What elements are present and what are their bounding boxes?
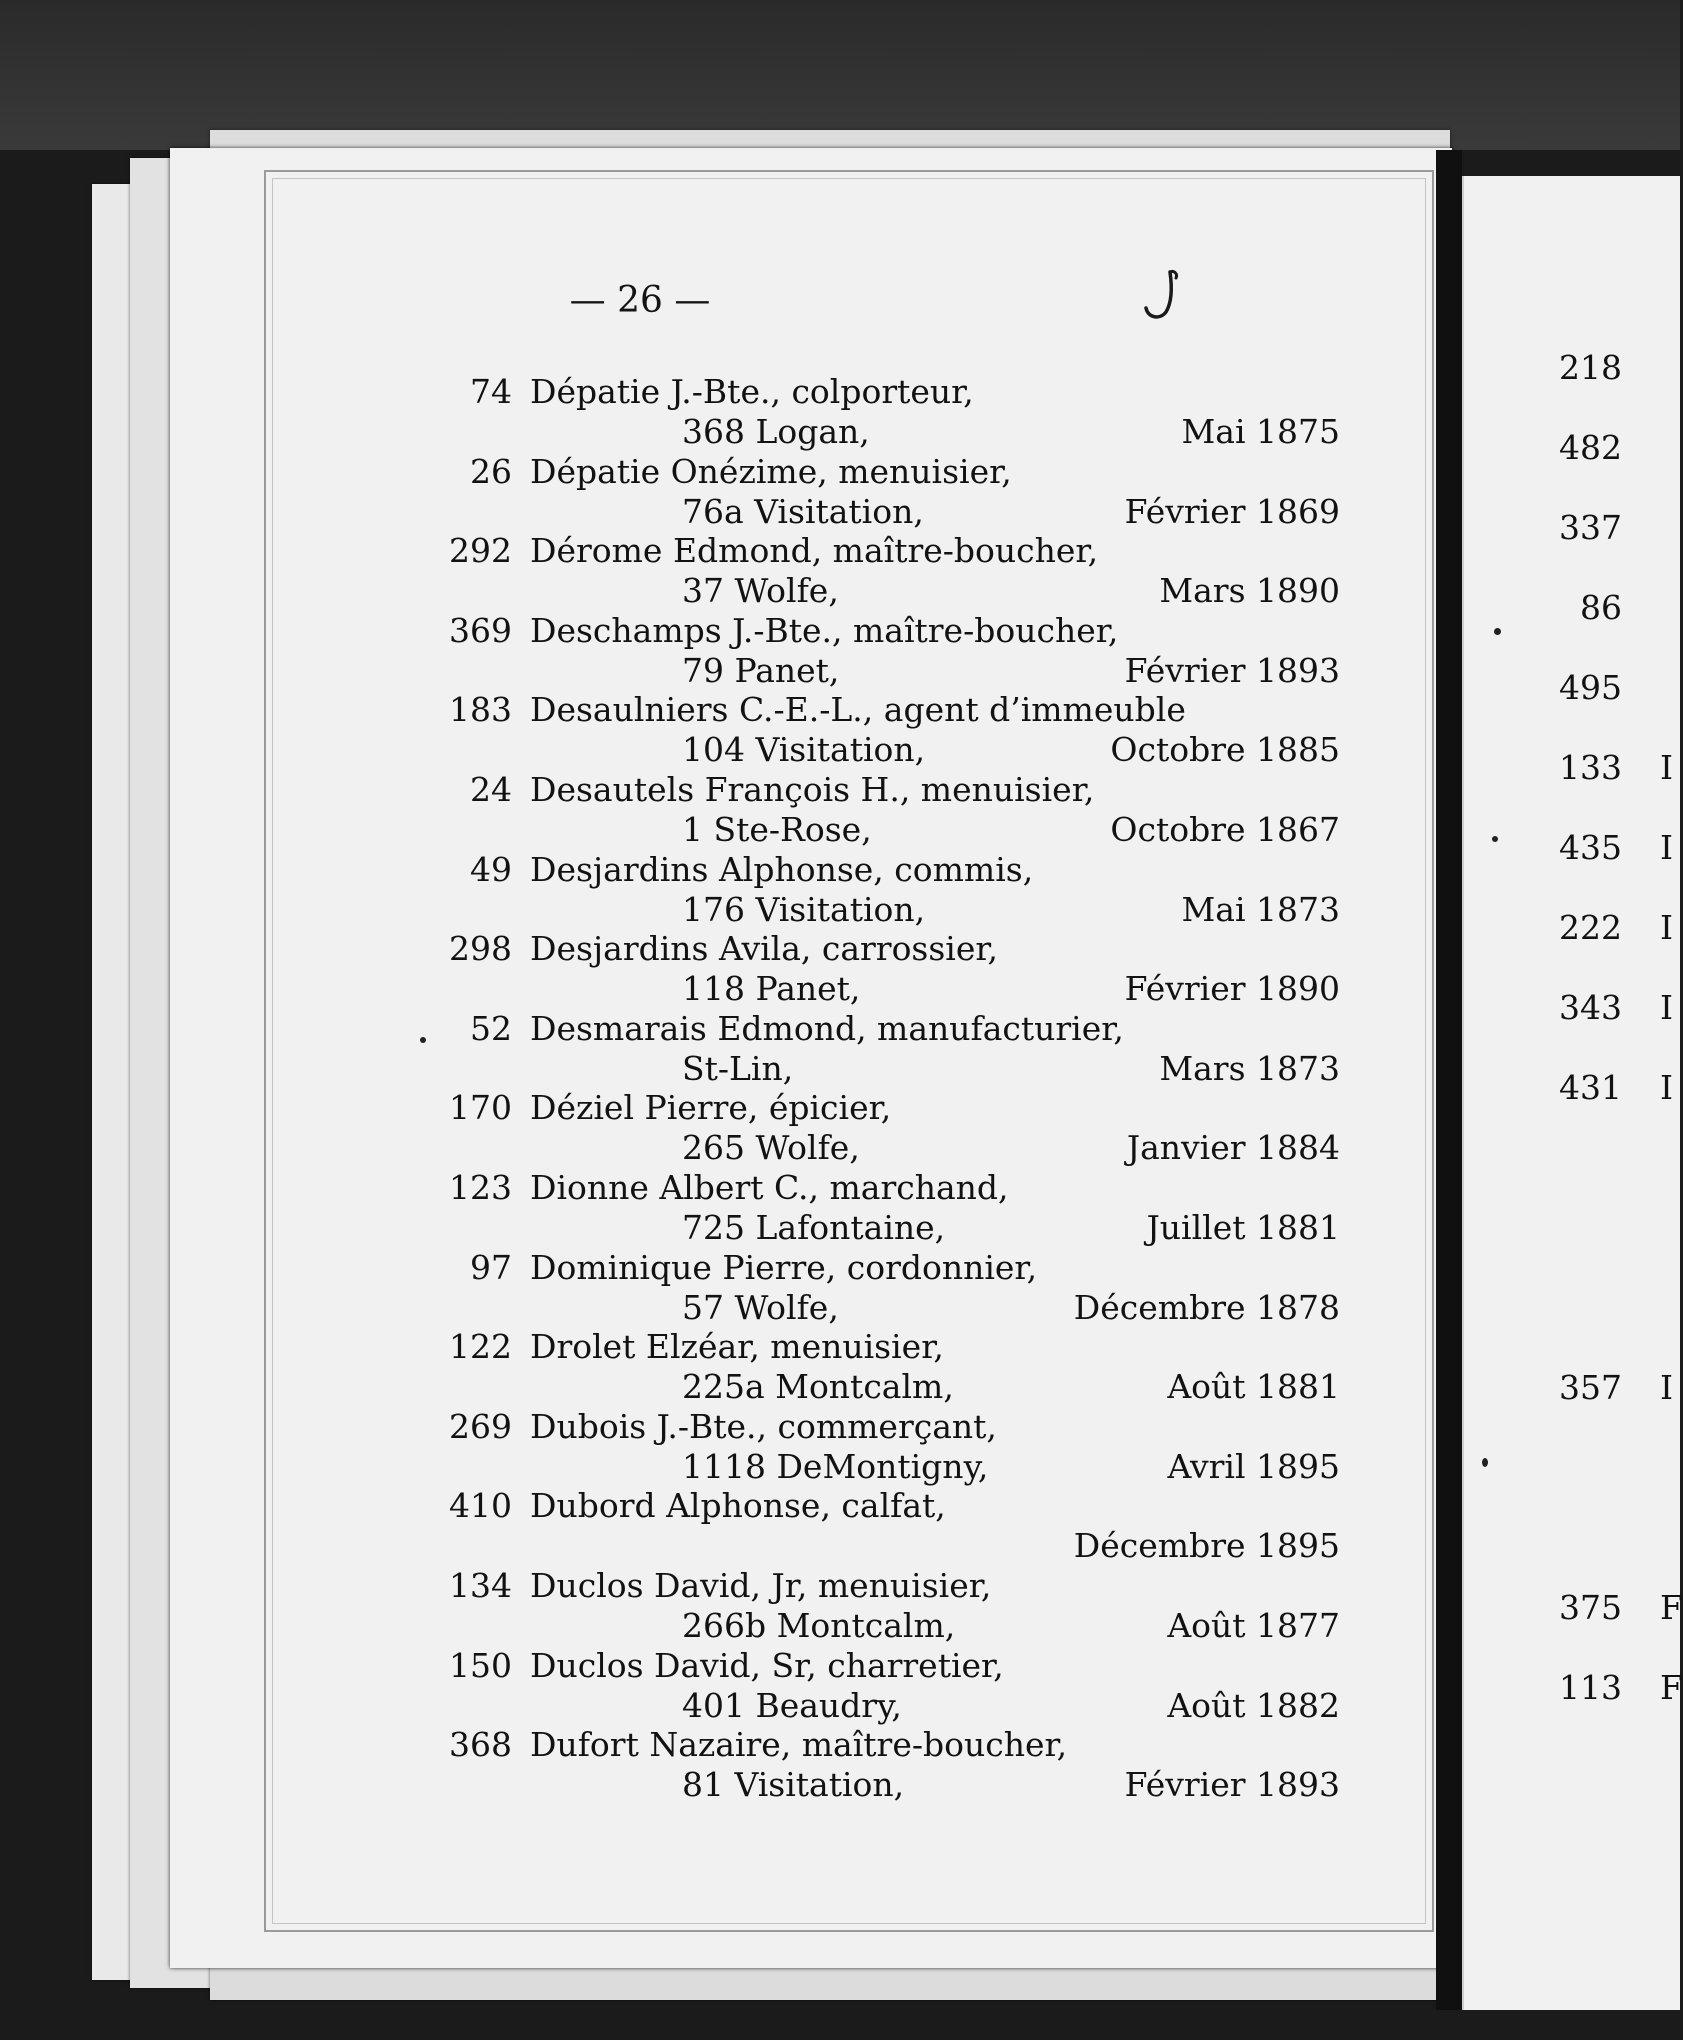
entry-date: Août 1882: [1167, 1685, 1340, 1725]
entry-date: Mai 1873: [1181, 889, 1340, 929]
entry-number: 122: [449, 1327, 512, 1367]
entry-address: 266b Montcalm,: [682, 1605, 956, 1645]
entry-name-occupation: Dominique Pierre, cordonnier,: [530, 1247, 1038, 1287]
facing-page-number: 113: [1559, 1668, 1622, 1707]
entry-number: 410: [449, 1486, 512, 1526]
facing-page-clipped-text: F: [1660, 1668, 1683, 1707]
entry-number: 26: [470, 451, 512, 491]
scan-speck: [420, 1037, 426, 1043]
directory-entry: [420, 1327, 1340, 1407]
directory-entry: [420, 850, 1340, 930]
entry-address: 401 Beaudry,: [682, 1685, 902, 1725]
facing-page-clipped-text: I: [1660, 828, 1674, 867]
entry-name-occupation: Dépatie Onézime, menuisier,: [530, 451, 1012, 491]
entry-date: Décembre 1878: [1073, 1287, 1340, 1327]
entry-address: 225a Montcalm,: [682, 1367, 954, 1407]
facing-page-number: 495: [1559, 668, 1622, 707]
entry-date: Juillet 1881: [1146, 1207, 1340, 1247]
entry-date: Février 1869: [1124, 491, 1340, 531]
entry-address: 118 Panet,: [682, 969, 861, 1009]
directory-entry: [420, 531, 1340, 611]
directory-entry: [420, 1486, 1340, 1566]
entry-address: 81 Visitation,: [682, 1765, 905, 1805]
entry-date: Février 1893: [1124, 650, 1340, 690]
entry-number: 97: [470, 1247, 512, 1287]
scan-speck: [1482, 1458, 1488, 1467]
directory-entry: [420, 1248, 1340, 1328]
entry-address: 265 Wolfe,: [682, 1128, 860, 1168]
entry-number: 369: [449, 610, 512, 650]
entry-name-occupation: Desaulniers C.-E.-L., agent d’immeuble: [530, 690, 1186, 730]
facing-page-clipped-text: [1660, 428, 1680, 468]
directory-entry: [420, 452, 1340, 532]
entry-number: 170: [449, 1088, 512, 1128]
entry-number: 183: [449, 690, 512, 730]
entry-address: 176 Visitation,: [682, 889, 926, 929]
entry-date: Janvier 1884: [1126, 1128, 1340, 1168]
entry-name-occupation: Drolet Elzéar, menuisier,: [530, 1327, 944, 1367]
scan-speck: [1494, 628, 1501, 635]
entry-date: Août 1881: [1167, 1367, 1340, 1407]
directory-entry: [420, 1566, 1340, 1646]
facing-page-number: 343: [1559, 988, 1622, 1027]
facing-page-number: 375: [1559, 1588, 1622, 1627]
entry-date: Août 1877: [1167, 1605, 1340, 1645]
facing-page-clipped-text: [1660, 588, 1680, 628]
entry-address: 725 Lafontaine,: [682, 1207, 946, 1247]
directory-entry: [420, 1646, 1340, 1726]
entry-address: 57 Wolfe,: [682, 1287, 839, 1327]
entry-address: St-Lin,: [682, 1048, 794, 1088]
directory-entry: [420, 770, 1340, 850]
entry-number: 269: [449, 1406, 512, 1446]
facing-page-number: 222: [1559, 908, 1622, 947]
entry-name-occupation: Dionne Albert C., marchand,: [530, 1167, 1009, 1207]
entry-number: 24: [470, 769, 512, 809]
entry-address: 368 Logan,: [682, 412, 870, 451]
entry-number: 134: [449, 1565, 512, 1605]
entry-name-occupation: Desautels François H., menuisier,: [530, 769, 1095, 809]
entry-number: 123: [449, 1167, 512, 1207]
directory-entry: [420, 690, 1340, 770]
facing-page-number: 431: [1559, 1068, 1622, 1107]
facing-page-clipped-text: [1660, 348, 1680, 388]
facing-page-number: 482: [1559, 428, 1622, 467]
entry-number: 368: [449, 1725, 512, 1765]
entry-address: 104 Visitation,: [682, 730, 926, 770]
entry-date: Mars 1873: [1159, 1048, 1340, 1088]
entry-date: Mars 1890: [1159, 571, 1340, 611]
entry-date: Février 1893: [1124, 1765, 1340, 1805]
facing-page-clipped-text: I: [1660, 1368, 1674, 1407]
entry-name-occupation: Duclos David, Sr, charretier,: [530, 1645, 1004, 1685]
facing-page-number: 337: [1559, 508, 1622, 547]
entry-name-occupation: Dérome Edmond, maître-boucher,: [530, 531, 1099, 571]
entry-name-occupation: Desjardins Alphonse, commis,: [530, 849, 1034, 889]
facing-page-number: 86: [1580, 588, 1622, 627]
directory-entry: [420, 611, 1340, 691]
entry-date: Octobre 1885: [1110, 730, 1340, 770]
entry-date: Mai 1875: [1181, 412, 1340, 451]
facing-page-clipped-text: I: [1660, 908, 1674, 947]
facing-page-clipped-text: I: [1660, 988, 1674, 1027]
facing-page-number: 133: [1559, 748, 1622, 787]
entry-number: 298: [449, 929, 512, 969]
handwritten-mark: [1140, 268, 1184, 324]
facing-page-clipped-text: I: [1660, 748, 1674, 787]
directory-entry: [420, 372, 1340, 452]
directory-entry: [420, 1009, 1340, 1089]
page-number: — 26 —: [569, 280, 711, 321]
facing-page-clipped-text: [1660, 508, 1680, 548]
entry-name-occupation: Duclos David, Jr, menuisier,: [530, 1565, 992, 1605]
entry-name-occupation: Desmarais Edmond, manufacturier,: [530, 1008, 1124, 1048]
entry-name-occupation: Dufort Nazaire, maître-boucher,: [530, 1725, 1068, 1765]
facing-page-clipped-text: I: [1660, 1068, 1674, 1107]
entry-name-occupation: Dépatie J.-Bte., colporteur,: [530, 372, 974, 411]
entry-name-occupation: Deschamps J.-Bte., maître-boucher,: [530, 610, 1119, 650]
entry-name-occupation: Déziel Pierre, épicier,: [530, 1088, 892, 1128]
binding-gutter: [1436, 150, 1462, 2010]
directory-entry: [420, 929, 1340, 1009]
facing-page: [1462, 176, 1683, 2010]
directory-entry: [420, 1168, 1340, 1248]
directory-entries: [420, 372, 1340, 1805]
entry-address: 76a Visitation,: [682, 491, 924, 531]
scan-speck: [1492, 836, 1498, 842]
facing-page-number: 435: [1559, 828, 1622, 867]
entry-date: Avril 1895: [1167, 1446, 1340, 1486]
facing-page-clipped-text: [1660, 668, 1680, 708]
facing-page-number: 218: [1559, 348, 1622, 387]
scan-backdrop: [0, 0, 1680, 150]
entry-address: 37 Wolfe,: [682, 571, 839, 611]
entry-date: Février 1890: [1124, 969, 1340, 1009]
facing-page-number: 357: [1559, 1368, 1622, 1407]
facing-page-clipped-text: F: [1660, 1588, 1683, 1627]
directory-entry: [420, 1407, 1340, 1487]
entry-number: 49: [470, 849, 512, 889]
directory-entry: [420, 1725, 1340, 1805]
entry-name-occupation: Desjardins Avila, carrossier,: [530, 929, 999, 969]
entry-name-occupation: Dubois J.-Bte., commerçant,: [530, 1406, 997, 1446]
entry-address: 79 Panet,: [682, 650, 840, 690]
entry-number: 52: [470, 1008, 512, 1048]
directory-entry: [420, 1088, 1340, 1168]
entry-address: 1 Ste-Rose,: [682, 809, 872, 849]
entry-number: 150: [449, 1645, 512, 1685]
entry-date: Décembre 1895: [1073, 1526, 1340, 1566]
entry-number: 74: [470, 372, 512, 411]
entry-number: 292: [449, 531, 512, 571]
entry-name-occupation: Dubord Alphonse, calfat,: [530, 1486, 946, 1526]
entry-date: Octobre 1867: [1110, 809, 1340, 849]
entry-address: 1118 DeMontigny,: [682, 1446, 989, 1486]
